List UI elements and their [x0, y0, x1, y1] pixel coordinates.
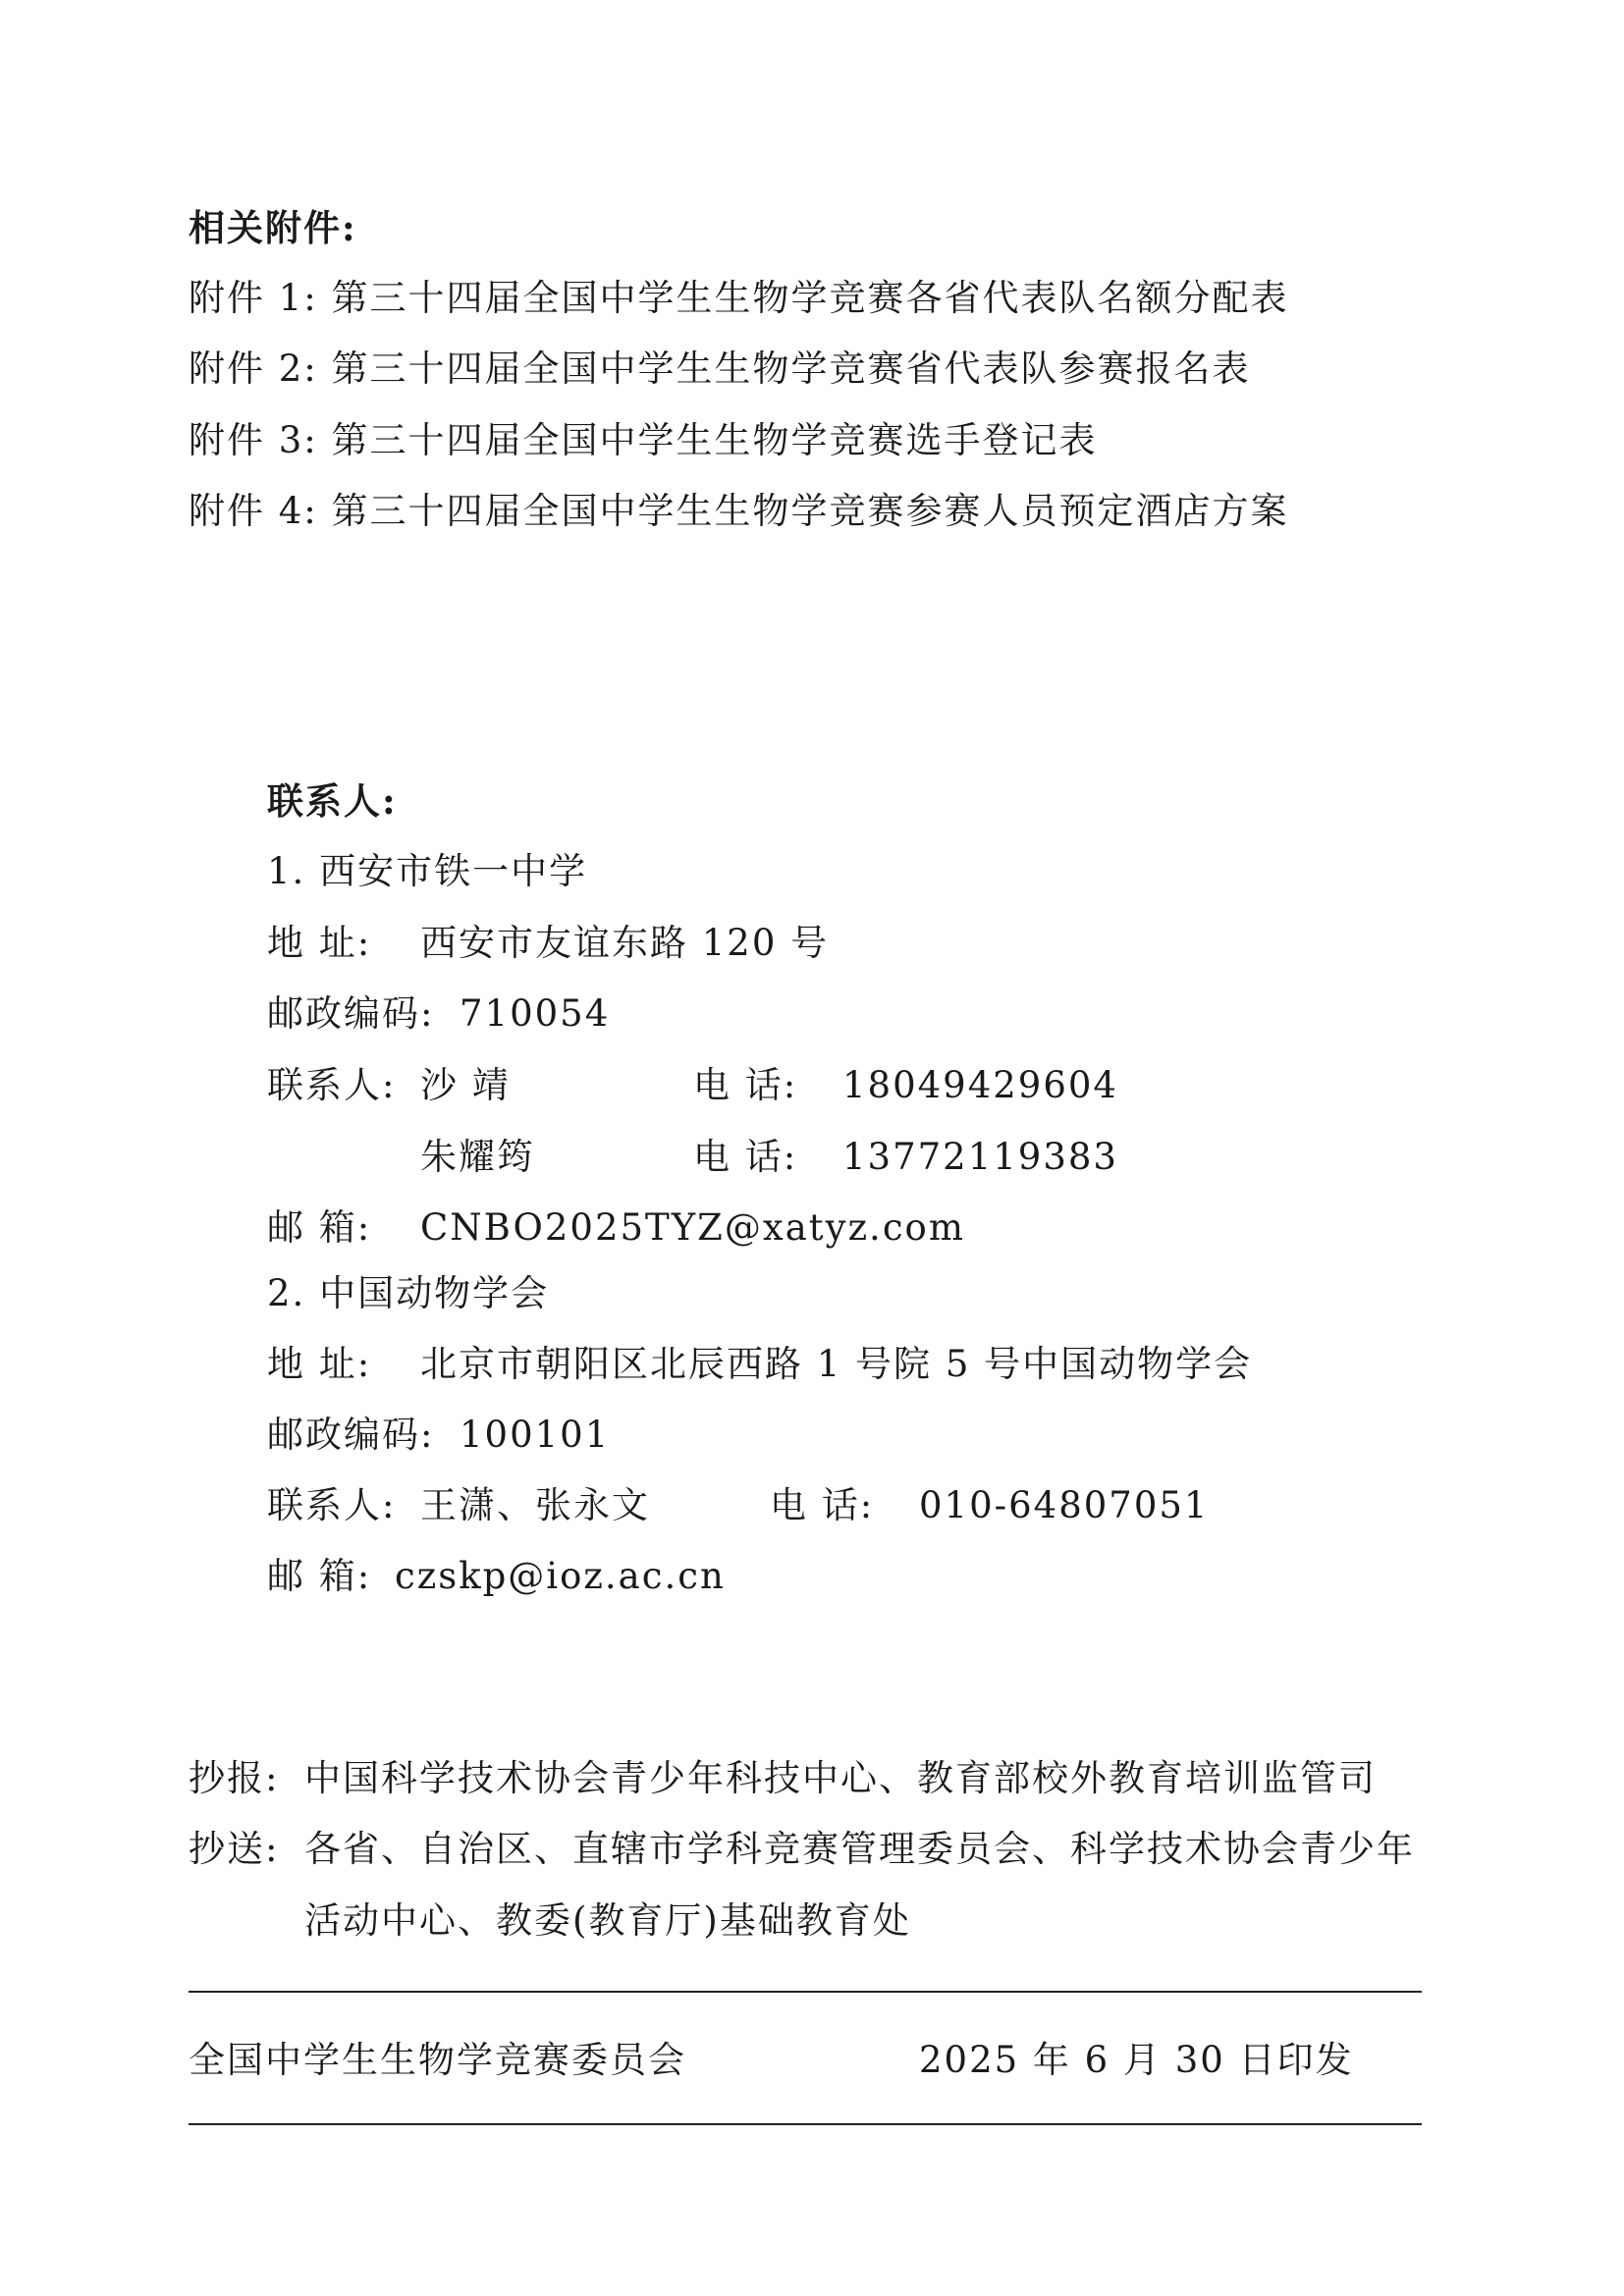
copy-label: 抄送:	[189, 1828, 280, 1870]
org1-address-row	[267, 922, 829, 965]
org2-email-row	[267, 1555, 726, 1598]
attachments-heading: 相关附件:	[189, 206, 357, 249]
footer-date: 2025 年 6 月 30 日印发	[919, 2039, 1354, 2081]
org1-postcode: 710054	[460, 992, 611, 1035]
org2-postcode-row	[267, 1414, 610, 1457]
phone-label: 电 话:	[693, 1136, 798, 1178]
org2-address-row	[267, 1343, 1252, 1386]
org2-name: 2. 中国动物学会	[267, 1272, 550, 1314]
org1-phone2: 13772119383	[842, 1136, 1118, 1178]
contacts-heading: 联系人:	[267, 779, 398, 823]
attachment-item: 附件 1: 第三十四届全国中学生生物学竞赛各省代表队名额分配表	[189, 277, 1289, 319]
copy-row	[189, 1828, 1415, 1871]
report-to: 中国科学技术协会青少年科技中心、教育部校外教育培训监管司	[304, 1757, 1377, 1799]
postcode-label: 邮政编码:	[267, 992, 435, 1035]
attachment-item: 附件 2: 第三十四届全国中学生生物学竞赛省代表队参赛报名表	[189, 347, 1251, 390]
footer-issuer: 全国中学生生物学竞赛委员会	[189, 2039, 686, 2081]
report-row	[189, 1757, 1377, 1800]
copy-to-line1: 各省、自治区、直辖市学科竞赛管理委员会、科学技术协会青少年	[304, 1828, 1415, 1870]
org1-phone1: 18049429604	[842, 1064, 1118, 1106]
attachment-item: 附件 3: 第三十四届全国中学生生物学竞赛选手登记表	[189, 419, 1098, 461]
org2-phone: 010-64807051	[919, 1484, 1210, 1526]
footer-top-rule	[189, 1991, 1422, 1993]
contact-label: 联系人:	[267, 1064, 397, 1106]
contact-label: 联系人:	[267, 1484, 397, 1526]
org1-person2: 朱耀筠	[420, 1136, 535, 1178]
phone-label: 电 话:	[770, 1484, 875, 1526]
phone-label: 电 话:	[693, 1064, 798, 1106]
org1-name: 1. 西安市铁一中学	[267, 850, 588, 892]
address-label: 地 址:	[267, 1343, 372, 1385]
org1-person1: 沙 靖	[420, 1064, 511, 1106]
attachment-item: 附件 4: 第三十四届全国中学生生物学竞赛参赛人员预定酒店方案	[189, 490, 1289, 532]
email-label: 邮 箱:	[267, 1555, 372, 1597]
footer-bottom-rule	[189, 2123, 1422, 2125]
org1-email-row	[267, 1206, 965, 1250]
org1-email[interactable]: CNBO2025TYZ@xatyz.com	[420, 1206, 965, 1249]
org2-postcode: 100101	[460, 1414, 611, 1456]
copy-to-line2: 活动中心、教委(教育厅)基础教育处	[304, 1899, 911, 1942]
report-label: 抄报:	[189, 1757, 280, 1799]
org2-contact-row	[267, 1484, 1209, 1527]
email-label: 邮 箱:	[267, 1206, 372, 1249]
org2-address: 北京市朝阳区北辰西路 1 号院 5 号中国动物学会	[420, 1343, 1253, 1385]
org2-email[interactable]: czskp@ioz.ac.cn	[395, 1555, 726, 1597]
org1-address: 西安市友谊东路 120 号	[420, 922, 830, 964]
postcode-label: 邮政编码:	[267, 1414, 435, 1456]
org2-persons: 王潇、张永文	[420, 1484, 650, 1526]
address-label: 地 址:	[267, 922, 372, 964]
org1-contact-row	[267, 1064, 1118, 1107]
org1-postcode-row	[267, 992, 610, 1036]
org1-contact-row-2	[420, 1136, 1118, 1179]
